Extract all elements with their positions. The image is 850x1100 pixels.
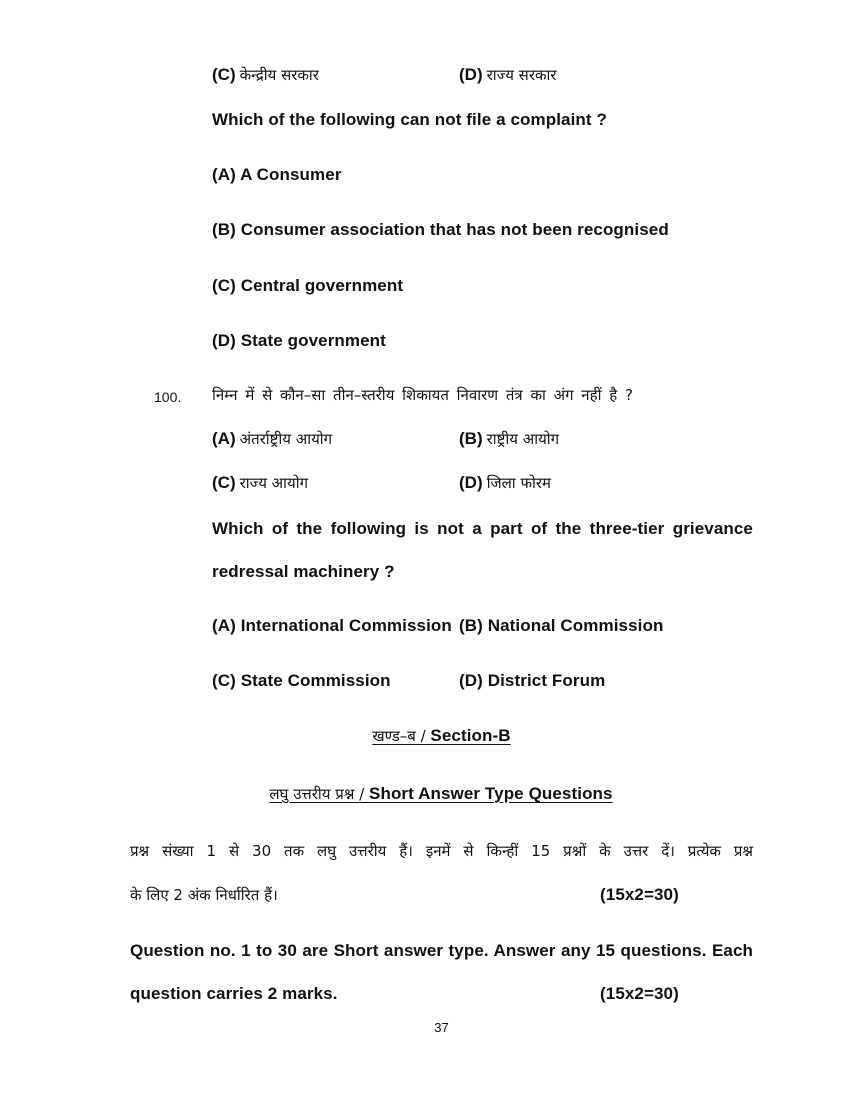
option-text: राज्य आयोग: [239, 474, 309, 492]
option-label: (D): [459, 65, 483, 84]
option-label: (D): [459, 473, 483, 492]
subheading-hindi: लघु उत्तरीय प्रश्न: [269, 785, 355, 803]
section-heading-hindi: खण्ड–ब: [372, 727, 416, 745]
option-label: (B): [459, 429, 483, 448]
q100-english-option-b: (B) National Commission: [459, 616, 664, 635]
q99-english-option-d: (D) State government: [212, 331, 386, 350]
option-label: (C): [212, 473, 236, 492]
section-heading-english: Section-B: [430, 726, 511, 745]
q99-english-question: Which of the following can not file a complaint ?: [212, 110, 607, 129]
instructions-hindi-line1: प्रश्न संख्या 1 से 30 तक लघु उत्तरीय हैं। इनमें से किन्हीं 15 प्रश्नों के उत्तर दें। प्रत्येक प्रश्न: [130, 842, 753, 860]
q100-english-question-line2: redressal machinery ?: [212, 562, 395, 581]
option-label: (C): [212, 65, 236, 84]
heading-separator: /: [415, 727, 431, 745]
q100-english-option-d: (D) District Forum: [459, 671, 606, 690]
section-heading: [0, 726, 850, 746]
option-text: राज्य सरकार: [486, 66, 557, 84]
instructions-english-line2: question carries 2 marks.: [130, 984, 338, 1003]
q100-english-option-c: (C) State Commission: [212, 671, 391, 690]
q99-english-option-b: (B) Consumer association that has not been recognised: [212, 220, 669, 239]
q99-hindi-option-c: [212, 65, 319, 85]
option-text: राष्ट्रीय आयोग: [486, 430, 560, 448]
subheading-separator: /: [354, 785, 370, 803]
marks-hindi: (15x2=30): [600, 885, 679, 904]
option-text: जिला फोरम: [486, 474, 552, 492]
option-text: अंतर्राष्ट्रीय आयोग: [239, 430, 333, 448]
q100-hindi-option-c: [212, 473, 308, 493]
section-subheading: [0, 784, 850, 804]
question-number: 100.: [154, 389, 182, 405]
q99-english-option-a: (A) A Consumer: [212, 165, 342, 184]
marks-english: (15x2=30): [600, 984, 679, 1003]
q100-english-question-line1: Which of the following is not a part of the three-tier grievance: [212, 519, 753, 538]
q99-hindi-option-d: [459, 65, 557, 85]
q100-english-option-a: (A) International Commission: [212, 616, 452, 635]
subheading-english: Short Answer Type Questions: [369, 784, 613, 803]
page-number: 37: [434, 1020, 449, 1035]
option-text: केन्द्रीय सरकार: [239, 66, 319, 84]
q99-english-option-c: (C) Central government: [212, 276, 404, 295]
q100-hindi-option-a: [212, 429, 332, 449]
q100-hindi-option-b: [459, 429, 559, 449]
option-label: (A): [212, 429, 236, 448]
instructions-english-line1: Question no. 1 to 30 are Short answer type. Answer any 15 questions. Each: [130, 941, 753, 960]
q100-hindi-question: निम्न में से कौन–सा तीन–स्तरीय शिकायत निवारण तंत्र का अंग नहीं है ?: [212, 386, 633, 404]
q100-hindi-option-d: [459, 473, 551, 493]
instructions-hindi-line2: के लिए 2 अंक निर्धारित हैं।: [130, 886, 278, 904]
